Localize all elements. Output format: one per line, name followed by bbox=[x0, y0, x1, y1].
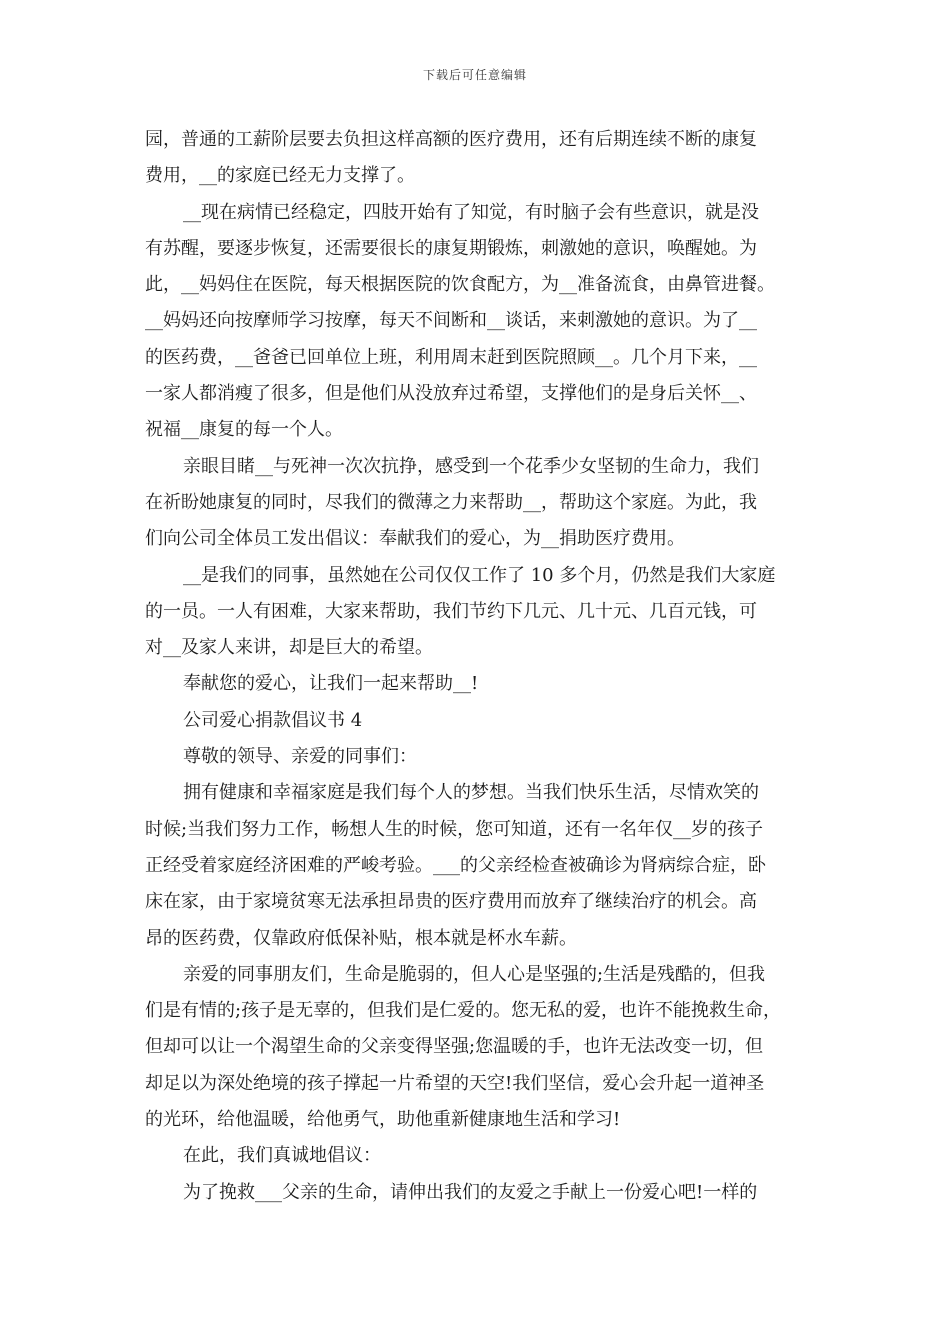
text-line: 们向公司全体员工发出倡议：奉献我们的爱心，为__捐助医疗费用。 bbox=[145, 528, 685, 550]
text-line: 时候;当我们努力工作，畅想人生的时候，您可知道，还有一名年仅__岁的孩子 bbox=[145, 818, 764, 840]
text-line: 此，__妈妈住在医院，每天根据医院的饮食配方，为__准备流食，由鼻管进餐。 bbox=[145, 274, 775, 296]
text-line: 在祈盼她康复的同时，尽我们的微薄之力来帮助__，帮助这个家庭。为此，我 bbox=[145, 491, 757, 513]
text-line: __现在病情已经稳定，四肢开始有了知觉，有时脑子会有些意识，就是没 bbox=[183, 201, 759, 223]
text-line: 却足以为深处绝境的孩子撑起一片希望的天空!我们坚信，爱心会升起一道神圣 bbox=[145, 1072, 765, 1094]
text-line: 亲眼目睹__与死神一次次抗挣，感受到一个花季少女坚韧的生命力，我们 bbox=[183, 455, 759, 477]
text-line: 一家人都消瘦了很多，但是他们从没放弃过希望，支撑他们的是身后关怀__、 bbox=[145, 383, 757, 405]
text-line: 们是有情的;孩子是无辜的，但我们是仁爱的。您无私的爱，也许不能挽救生命， bbox=[145, 1000, 782, 1022]
text-line: 正经受着家庭经济困难的严峻考验。___的父亲经检查被确诊为肾病综合症，卧 bbox=[145, 854, 766, 876]
document-body bbox=[145, 122, 817, 1211]
page-header: 下载后可任意编辑 bbox=[422, 68, 527, 82]
text-line: __是我们的同事，虽然她在公司仅仅工作了 10 多个月，仍然是我们大家庭 bbox=[183, 564, 776, 586]
text-line: 尊敬的领导、亲爱的同事们： bbox=[183, 746, 417, 768]
text-line: 有苏醒，要逐步恢复，还需要很长的康复期锻炼，刺激她的意识，唤醒她。为 bbox=[145, 237, 757, 259]
text-line: 的一员。一人有困难，大家来帮助，我们节约下几元、几十元、几百元钱，可 bbox=[145, 600, 757, 622]
text-line: 祝福__康复的每一个人。 bbox=[145, 419, 343, 441]
text-line: 对__及家人来讲，却是巨大的希望。 bbox=[145, 637, 433, 659]
text-line: 费用，__的家庭已经无力支撑了。 bbox=[145, 165, 415, 187]
text-line: 昂的医药费，仅靠政府低保补贴，根本就是杯水车薪。 bbox=[145, 927, 577, 949]
text-line: 但却可以让一个渴望生命的父亲变得坚强;您温暖的手，也许无法改变一切，但 bbox=[145, 1036, 764, 1058]
text-line: 拥有健康和幸福家庭是我们每个人的梦想。当我们快乐生活，尽情欢笑的 bbox=[183, 782, 759, 804]
text-line: 的光环，给他温暖，给他勇气，助他重新健康地生活和学习! bbox=[145, 1109, 621, 1131]
text-line: 床在家，由于家境贫寒无法承担昂贵的医疗费用而放弃了继续治疗的机会。高 bbox=[145, 891, 757, 913]
text-line: 奉献您的爱心，让我们一起来帮助__! bbox=[183, 673, 479, 695]
text-line: 的医药费，__爸爸已回单位上班，利用周末赶到医院照顾__。几个月下来，__ bbox=[145, 346, 757, 368]
text-line: 为了挽救___父亲的生命，请伸出我们的友爱之手献上一份爱心吧!一样的 bbox=[183, 1181, 758, 1203]
text-line: 在此，我们真诚地倡议： bbox=[183, 1145, 381, 1167]
text-line: 公司爱心捐款倡议书 4 bbox=[183, 709, 363, 731]
text-line: 亲爱的同事朋友们，生命是脆弱的，但人心是坚强的;生活是残酷的，但我 bbox=[183, 963, 766, 985]
text-line: 园，普通的工薪阶层要去负担这样高额的医疗费用，还有后期连续不断的康复 bbox=[145, 129, 757, 150]
text-line: __妈妈还向按摩师学习按摩，每天不间断和__谈话，来刺激她的意识。为了__ bbox=[145, 310, 757, 332]
